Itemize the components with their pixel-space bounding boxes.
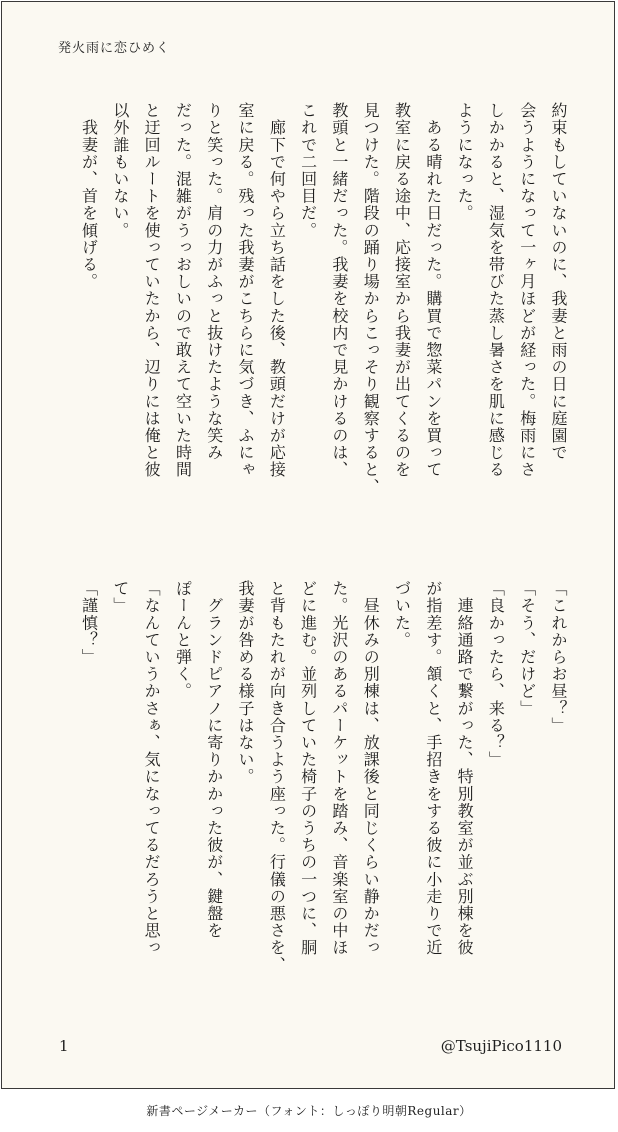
text-block-bottom: 「これからお昼？」 「そう、だけど」 「良かったら、来る？」 連絡通路で繋がった、特別教室が並ぶ別棟を彼 が指差す。頷くと、手招きをする彼に小走りで近 づいた。 昼休みの別棟は、放課後と同じくらい静かだっ た。光沢のあるパーケットを踏み、音楽室の中ほ どに進む。並列していた椅子のうちの一つに、胴 と背もたれが向き合うよう座った。行儀の悪さを、 我妻が咎める様子はない。 グランドピアノに寄りかかった彼が、鍵盤を ぽーんと弾く。 「なんていうかさぁ、気になってるだろうと思っ て」 「謹慎？」: [79, 580, 568, 974]
running-title: 発火雨に恋ひめく: [58, 41, 171, 56]
book-page: [1, 1, 615, 1089]
generator-caption: 新書ページメーカー（フォント：しっぽり明朝Regular）: [146, 1104, 472, 1118]
author-handle: @TsujiPico1110: [440, 1037, 562, 1055]
text-block-top: 約束もしていないのに、我妻と雨の日に庭園で 会うようになって一ヶ月ほどが経った。梅雨にさ しかかると、湿気を帯びた蒸し暑さを肌に感じる ようになった。 ある晴れた日だった。購買で惣菜パンを買って 教室に戻る途中、応接室から我妻が出てくるのを 見つけた。階段の踊り場からこっそり観察すると、 教頭と一緒だった。我妻を校内で見かけるのは、 これで二回目だ。 廊下で何やら立ち話をした後、教頭だけが応接 室に戻る。残った我妻がこちらに気づき、ふにゃ りと笑った。肩の力がふっと抜けたような笑み だった。混雑がうっおしいので敢えて空いた時間 と迂回ルートを使っていたから、辺りには俺と彼 以外誰もいない。 我妻が、首を傾げる。: [79, 102, 568, 496]
page-number: 1: [59, 1037, 69, 1055]
